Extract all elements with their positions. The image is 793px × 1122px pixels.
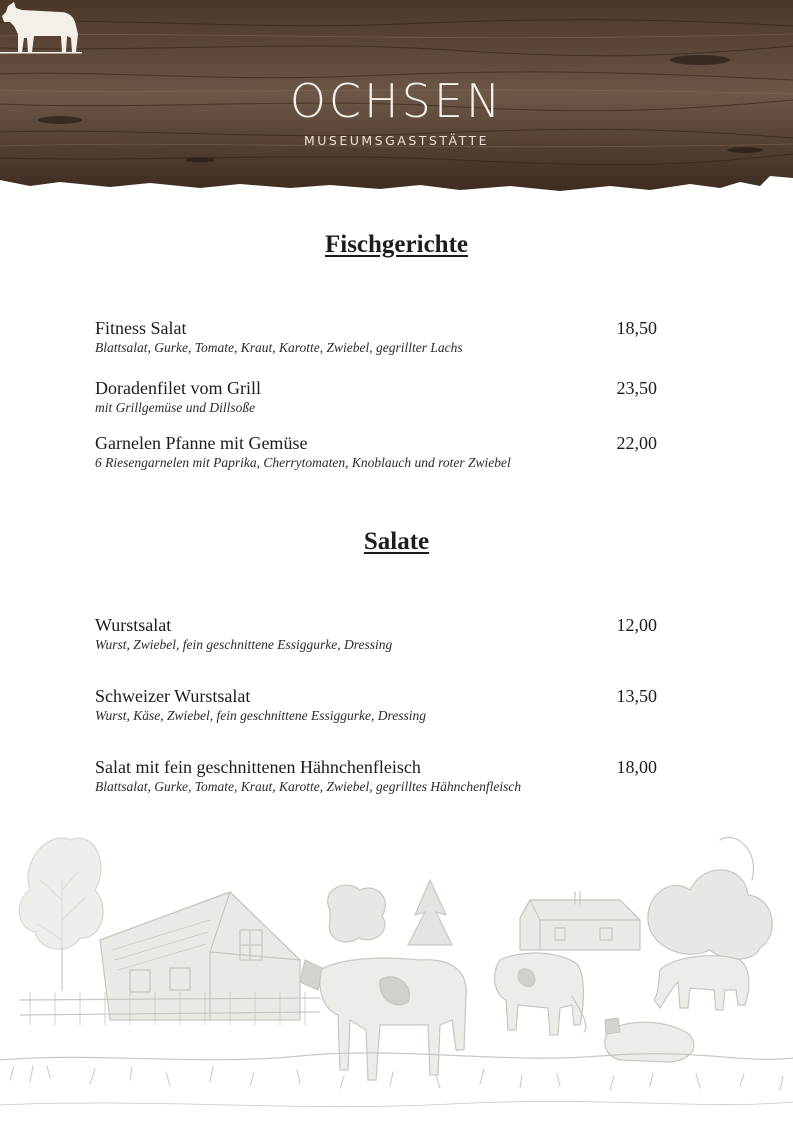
menu-item-name: Fitness Salat xyxy=(95,318,187,338)
menu-item xyxy=(95,686,657,724)
menu-item-name: Salat mit fein geschnittenen Hähnchenfleisch xyxy=(95,757,421,777)
menu-item xyxy=(95,318,657,356)
menu-item xyxy=(95,378,657,416)
menu-item-description: 6 Riesengarnelen mit Paprika, Cherrytomaten, Knoblauch und roter Zwiebel xyxy=(95,455,511,470)
menu-item-price: 18,50 xyxy=(616,318,657,338)
menu-item-price: 23,50 xyxy=(616,378,657,398)
menu-item-description: Wurst, Zwiebel, fein geschnittene Essiggurke, Dressing xyxy=(95,637,393,652)
menu-item-name: Wurstsalat xyxy=(95,615,172,635)
brand-name: OCHSEN xyxy=(289,74,504,128)
menu-item-description: mit Grillgemüse und Dillsoße xyxy=(95,400,256,415)
section-title-fischgerichte: Fischgerichte xyxy=(324,231,468,258)
menu-item xyxy=(95,757,657,795)
brand-logo xyxy=(0,0,793,200)
menu-item-name: Doradenfilet vom Grill xyxy=(95,378,261,398)
menu-item-description: Blattsalat, Gurke, Tomate, Kraut, Karotte, Zwiebel, gegrillter Lachs xyxy=(95,340,463,355)
cow-icon xyxy=(0,0,82,54)
menu-item-price: 18,00 xyxy=(616,757,657,777)
menu-item-price: 13,50 xyxy=(616,686,657,706)
menu-item-price: 22,00 xyxy=(616,433,657,453)
menu-item-description: Blattsalat, Gurke, Tomate, Kraut, Karotte, Zwiebel, gegrilltes Hähnchenfleisch xyxy=(95,779,522,794)
menu-item xyxy=(95,615,657,653)
menu-item xyxy=(95,433,657,471)
section-title-salate: Salate xyxy=(363,528,430,555)
menu-item-description: Wurst, Käse, Zwiebel, fein geschnittene Essiggurke, Dressing xyxy=(95,708,426,723)
menu-item-name: Garnelen Pfanne mit Gemüse xyxy=(95,433,308,453)
farm-landscape-illustration xyxy=(0,820,793,1122)
menu-item-price: 12,00 xyxy=(616,615,657,635)
header-banner xyxy=(0,0,793,200)
brand-subtitle: MUSEUMSGASTSTÄTTE xyxy=(303,133,490,148)
menu-item-name: Schweizer Wurstsalat xyxy=(95,686,251,706)
